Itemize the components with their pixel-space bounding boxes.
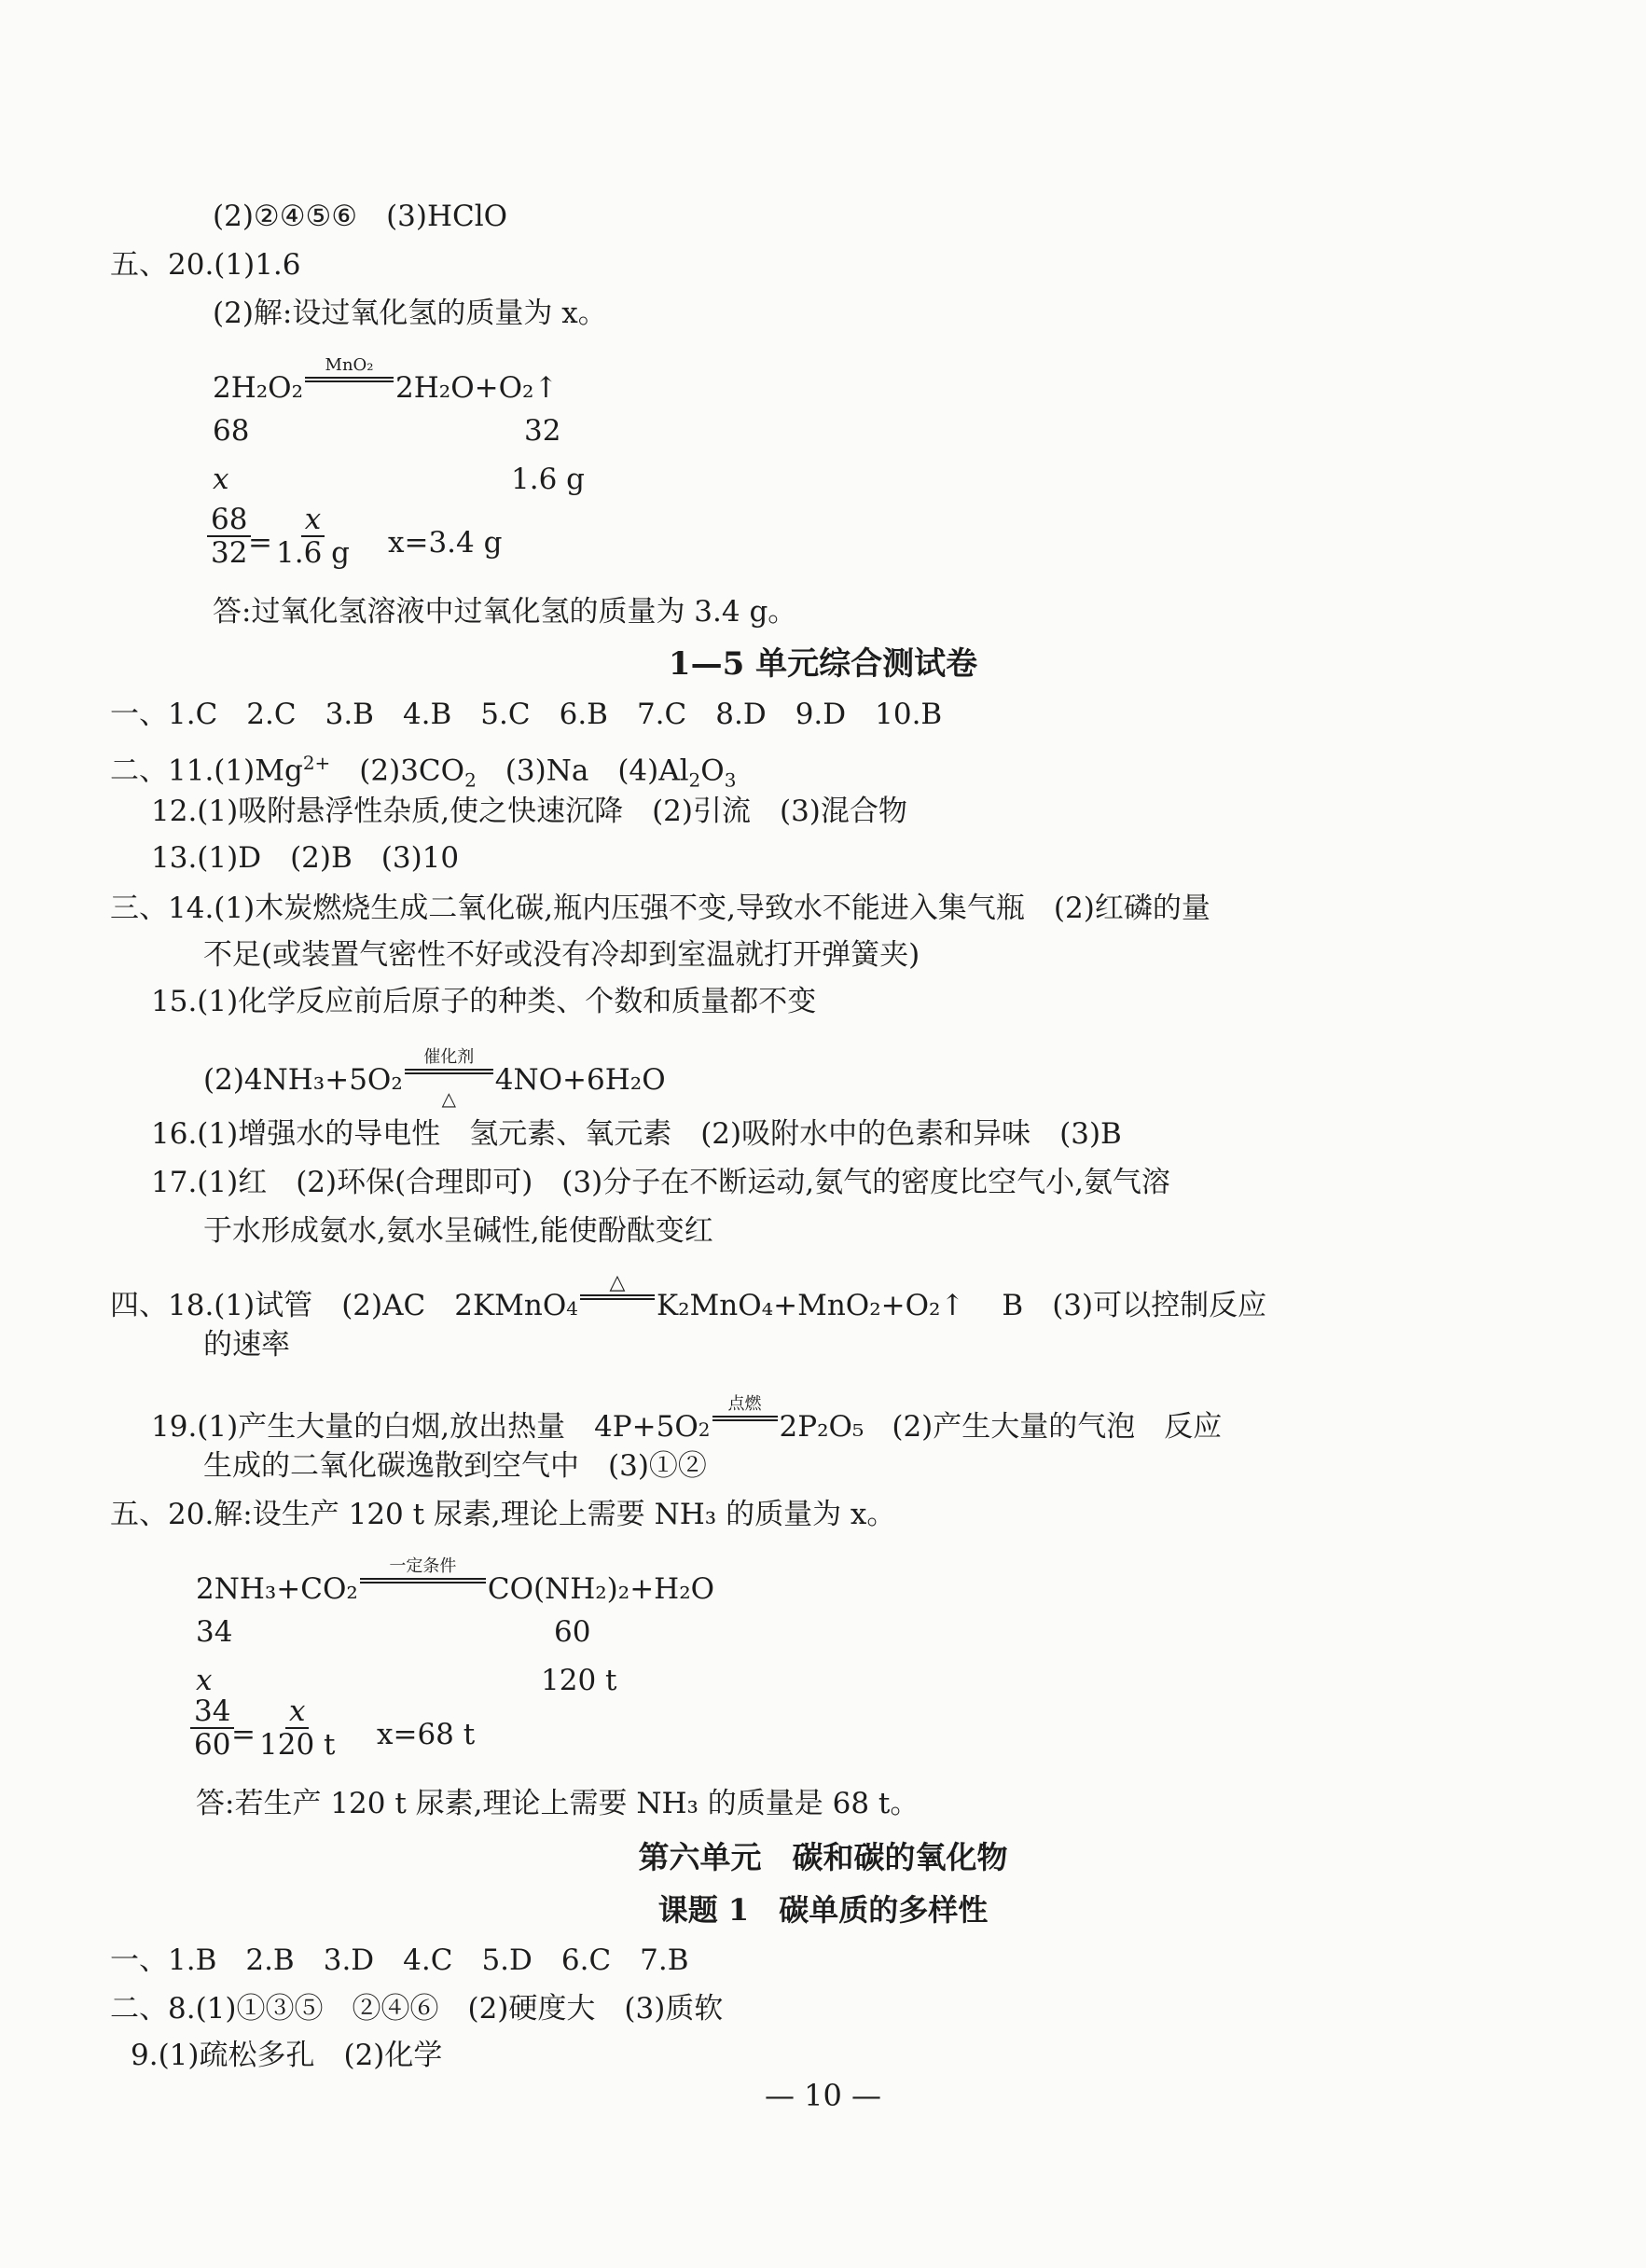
reaction-condition: 一定条件 [389, 1556, 457, 1576]
reaction-condition: MnO₂ [325, 355, 374, 375]
numerator: 34 [190, 1695, 234, 1729]
section-title: 1—5 单元综合测试卷 [668, 645, 978, 683]
chemical-equation: 四、18.(1)试管 (2)AC 2KMnO 4 △ K₂MnO₄+MnO₂+O₂↑ B (3)可以控制反应 [110, 1278, 1266, 1327]
answer-text: B (3)可以控制反应 [1002, 1289, 1267, 1322]
denominator: 120 t [259, 1728, 336, 1762]
chemical-equation [203, 1047, 666, 1110]
answer-line: 12.(1)吸附悬浮性杂质,使之快速沉降 (2)引流 (3)混合物 [151, 795, 907, 828]
chemical-equation: 19.(1)产生大量的白烟,放出热量 4P+5O 2 点燃 2P₂O₅ (2)产生大量的气泡 反应 [151, 1399, 1222, 1448]
answer-line: 的速率 [203, 1328, 290, 1362]
answer-line: (2)解:设过氧化氢的质量为 x。 [213, 297, 607, 330]
equals-bar [305, 377, 394, 382]
answer-line: 五、20.(1)1.6 [110, 248, 301, 282]
answer-line: 二、$11.(1)Mg^{2+}$ $(2)3CO_2$ (3)Na $(4)Al_2O_3$ [110, 752, 737, 792]
reaction-arrow [712, 1394, 778, 1436]
reaction-condition: 催化剂 [423, 1047, 475, 1067]
equals-sign: = [248, 526, 272, 560]
answer-line: 68 [213, 414, 250, 448]
denominator: 60 [194, 1728, 231, 1762]
reaction-condition: △ [609, 1271, 626, 1294]
equation-left: 2H₂O₂ [213, 371, 304, 405]
answer-line: (2)②④⑤⑥ (3)HClO [213, 200, 508, 233]
unit-title: 第六单元 碳和碳的氧化物 [638, 1839, 1008, 1875]
answer-line: x [213, 463, 229, 496]
answer-line: 32 [524, 414, 561, 448]
answer-text: (2)产生大量的气泡 反应 [892, 1410, 1223, 1444]
equals-bar [360, 1578, 486, 1583]
answer-line: 三、14.(1)木炭燃烧生成二氧化碳,瓶内压强不变,导致水不能进入集气瓶 (2)红磷的量 [110, 892, 1210, 925]
answer-line: 17.(1)红 (2)环保(合理即可) (3)分子在不断运动,氨气的密度比空气小,氨气溶 [151, 1166, 1170, 1199]
reaction-arrow [580, 1271, 655, 1315]
equation-right: 2H₂O+O₂↑ [395, 371, 559, 405]
reaction-arrow [305, 355, 394, 397]
fraction [256, 1695, 339, 1761]
reaction-arrow [405, 1047, 493, 1110]
answer-line: 于水形成氨水,氨水呈碱性,能使酚酞变红 [203, 1214, 713, 1248]
reaction-condition: △ [441, 1087, 456, 1110]
equation-left: 四、18.(1)试管 (2)AC 2KMnO [110, 1289, 567, 1322]
reaction-arrow [360, 1556, 486, 1598]
answer-line: 生成的二氧化碳逸散到空气中 (3)①② [203, 1449, 707, 1483]
answer-line: 答:过氧化氢溶液中过氧化氢的质量为 3.4 g。 [213, 595, 797, 629]
fraction [207, 504, 251, 569]
answer-line: x=68 t [377, 1718, 476, 1751]
numerator: 68 [207, 504, 251, 537]
answer-line: 13.(1)D (2)B (3)10 [151, 841, 460, 875]
answer-line: 120 t [541, 1664, 617, 1697]
answer-line: 答:若生产 120 t 尿素,理论上需要 NH₃ 的质量是 68 t。 [196, 1787, 920, 1820]
fraction [272, 504, 353, 569]
numerator: x [301, 504, 325, 537]
answer-line: 1.6 g [511, 463, 585, 496]
page-number: — 10 — [764, 2078, 882, 2113]
answer-line: 15.(1)化学反应前后原子的种类、个数和质量都不变 [151, 985, 817, 1018]
equation-left: (2)4NH₃+5O₂ [203, 1063, 403, 1097]
answer-line: 不足(或装置气密性不好或没有冷却到室温就打开弹簧夹) [203, 938, 920, 972]
equation-left: 19.(1)产生大量的白烟,放出热量 4P+5O [151, 1410, 699, 1444]
fraction [190, 1695, 234, 1761]
reaction-condition: 点燃 [727, 1394, 762, 1414]
answer-line: x [196, 1664, 213, 1697]
answer-line: 五、20.解:设生产 120 t 尿素,理论上需要 NH₃ 的质量为 x。 [110, 1498, 896, 1531]
answer-line: 二、8.(1)①③⑤ ②④⑥ (2)硬度大 (3)质软 [110, 1992, 724, 2026]
equals-bar [580, 1294, 655, 1300]
numerator: x [285, 1695, 309, 1729]
equation-right: 4NO+6H₂O [494, 1063, 666, 1097]
answer-line: x=3.4 g [388, 526, 503, 560]
denominator: 32 [211, 536, 248, 570]
equation-right: 2P₂O₅ [779, 1410, 864, 1444]
answer-line: 一、1.B 2.B 3.D 4.C 5.D 6.C 7.B [110, 1943, 689, 1977]
chemical-equation [213, 355, 559, 407]
denominator: 1.6 g [276, 536, 350, 570]
answer-line: 一、1.C 2.C 3.B 4.B 5.C 6.B 7.C 8.D 9.D 10.B [110, 698, 943, 731]
equals-bar [712, 1416, 778, 1421]
answer-line: 34 [196, 1615, 233, 1649]
answer-line: 16.(1)增强水的导电性 氢元素、氧元素 (2)吸附水中的色素和异味 (3)B [151, 1117, 1122, 1151]
lesson-title: 课题 1 碳单质的多样性 [657, 1892, 989, 1928]
chemical-equation [196, 1556, 715, 1608]
equation-left: 2NH₃+CO₂ [196, 1572, 358, 1606]
answer-line: 60 [554, 1615, 591, 1649]
equation-right: CO(NH₂)₂+H₂O [487, 1572, 715, 1606]
equals-sign: = [231, 1718, 256, 1751]
answer-line: 9.(1)疏松多孔 (2)化学 [131, 2039, 443, 2072]
equation-right: K₂MnO₄+MnO₂+O₂↑ [656, 1289, 965, 1322]
equals-bar [405, 1069, 493, 1074]
